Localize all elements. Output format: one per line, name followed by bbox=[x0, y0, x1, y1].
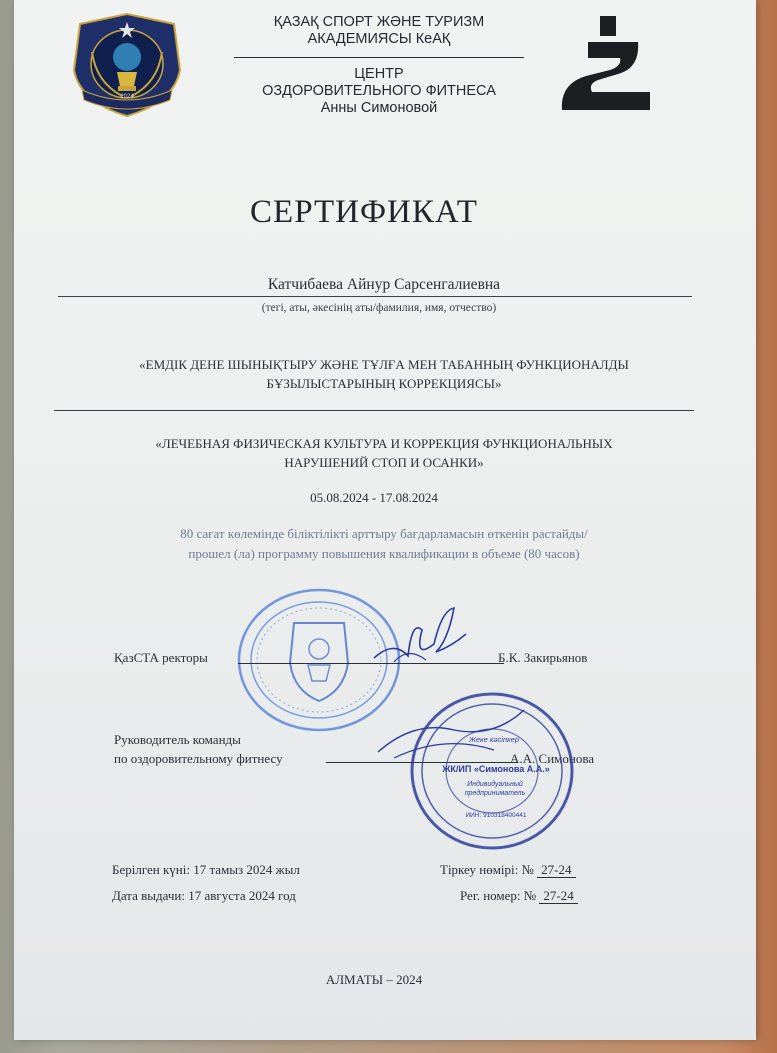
academy-name bbox=[209, 14, 549, 48]
city-year: АЛМАТЫ – 2024 bbox=[325, 972, 423, 987]
hours-line2: прошел (ла) программу повышения квалификации в объеме (80 часов) bbox=[188, 546, 580, 561]
emblem-year: 2024 bbox=[120, 94, 134, 100]
seal-top-text: Жеке кәсіпкер bbox=[469, 735, 519, 744]
issued-ru-label: Дата выдачи: bbox=[112, 888, 186, 903]
hours-line1: 80 сағат көлемінде біліктілікті арттыру бағдарламасын өткенін растайды/ bbox=[180, 526, 588, 541]
academy-name-line1: ҚАЗАҚ СПОРТ ЖӘНЕ ТУРИЗМ bbox=[273, 14, 485, 30]
issued-kz bbox=[112, 862, 300, 878]
head-label bbox=[114, 730, 283, 768]
issued-ru-value: 17 августа 2024 год bbox=[188, 888, 296, 903]
seal-id-text: ИИН: 910318400441 bbox=[465, 812, 527, 819]
course-dates: 05.08.2024 - 17.08.2024 bbox=[310, 490, 438, 505]
head-name: А.А. Симонова bbox=[510, 751, 595, 766]
reg-kz-label: Тіркеу нөмірі: № bbox=[440, 862, 534, 877]
academy-name-line2: АКАДЕМИЯСЫ КеАҚ bbox=[307, 31, 451, 47]
program-kz-line2: БҰЗЫЛЫСТАРЫНЫҢ КОРРЕКЦИЯСЫ» bbox=[266, 376, 502, 391]
program-ru-line2: НАРУШЕНИЙ СТОП И ОСАНКИ» bbox=[284, 455, 484, 470]
name-caption: (тегі, аты, әкесінің аты/фамилия, имя, отчество) bbox=[261, 302, 497, 314]
issued-kz-value: 17 тамыз 2024 жыл bbox=[193, 862, 300, 877]
program-kz-line1: «ЕМДІК ДЕНЕ ШЫНЫҚТЫРУ ЖӘНЕ ТҰЛҒА МЕН ТАБАННЫҢ ФУНКЦИОНАЛДЫ bbox=[139, 357, 629, 372]
reg-ru-label: Рег. номер: № bbox=[460, 888, 537, 903]
program-title-kz bbox=[64, 355, 704, 393]
center-line1: ЦЕНТР bbox=[354, 66, 404, 82]
name-underline bbox=[58, 296, 692, 297]
program-title-ru bbox=[64, 434, 704, 472]
reg-kz bbox=[440, 862, 576, 878]
program-ru-line1: «ЛЕЧЕБНАЯ ФИЗИЧЕСКАЯ КУЛЬТУРА И КОРРЕКЦИЯ ФУНКЦИОНАЛЬНЫХ bbox=[155, 436, 613, 451]
rector-signature-icon bbox=[364, 600, 474, 680]
rector-label: ҚазСТА ректоры bbox=[114, 650, 208, 665]
program-divider bbox=[54, 410, 694, 411]
reg-kz-value: 27-24 bbox=[537, 862, 575, 878]
header-divider bbox=[234, 57, 524, 58]
seal-center-text: ЖК/ИП «Симонова А.А.» bbox=[442, 764, 550, 774]
reg-ru-value: 27-24 bbox=[539, 888, 577, 904]
certificate-title: СЕРТИФИКАТ bbox=[250, 194, 478, 230]
center-line3: Анны Симоновой bbox=[320, 100, 438, 116]
center-line2: ОЗДОРОВИТЕЛЬНОГО ФИТНЕСА bbox=[262, 83, 496, 99]
academy-emblem-icon bbox=[62, 12, 192, 120]
recipient-name: Катчибаева Айнур Сарсенгалиевна bbox=[267, 276, 501, 293]
issued-ru bbox=[112, 888, 296, 904]
simonova-logo-icon bbox=[558, 14, 654, 114]
fitness-center-name bbox=[209, 66, 549, 117]
rector-name: Б.К. Закирьянов bbox=[498, 650, 588, 665]
issued-kz-label: Берілген күні: bbox=[112, 862, 190, 877]
certificate-paper bbox=[14, 0, 756, 1040]
head-label-line1: Руководитель команды bbox=[114, 732, 241, 747]
seal-bottom-text: Индивидуальный предприниматель bbox=[464, 781, 526, 797]
head-label-line2: по оздоровительному фитнесу bbox=[114, 751, 283, 766]
reg-ru bbox=[460, 888, 578, 904]
hours-statement bbox=[74, 524, 694, 564]
